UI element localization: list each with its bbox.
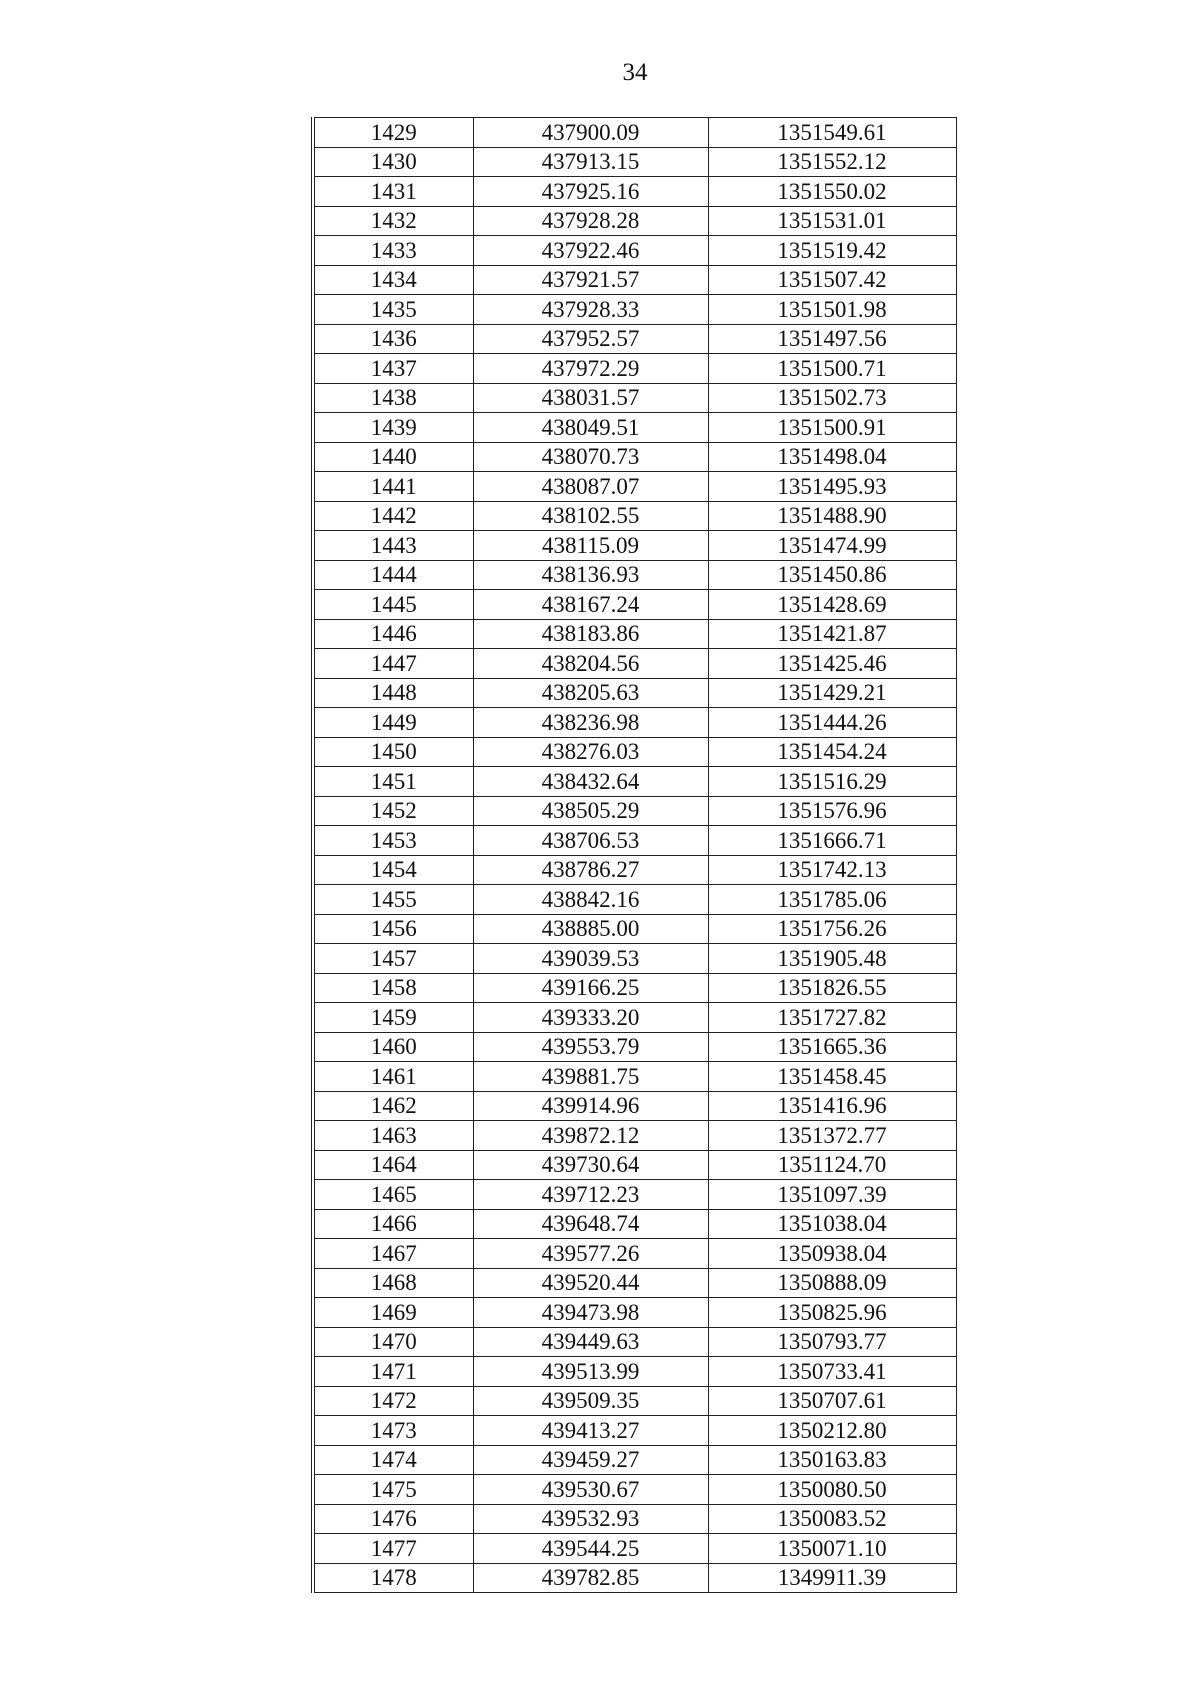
point-number-cell: 1471 [313,1357,473,1387]
x-coordinate-cell: 438136.93 [473,560,708,590]
x-coordinate-cell: 439532.93 [473,1504,708,1534]
y-coordinate-cell: 1351425.46 [708,649,956,679]
x-coordinate-cell: 438115.09 [473,531,708,561]
point-number-cell: 1454 [313,855,473,885]
table-row [313,1032,956,1062]
y-coordinate-cell: 1351124.70 [708,1150,956,1180]
table-row [313,1563,956,1593]
point-number-cell: 1455 [313,885,473,915]
point-number-cell: 1458 [313,973,473,1003]
x-coordinate-cell: 438167.24 [473,590,708,620]
y-coordinate-cell: 1351038.04 [708,1209,956,1239]
table-row [313,1327,956,1357]
table-row [313,1003,956,1033]
table-row [313,1357,956,1387]
y-coordinate-cell: 1351727.82 [708,1003,956,1033]
table-row [313,383,956,413]
y-coordinate-cell: 1351666.71 [708,826,956,856]
x-coordinate-cell: 438204.56 [473,649,708,679]
point-number-cell: 1472 [313,1386,473,1416]
point-number-cell: 1469 [313,1298,473,1328]
point-number-cell: 1431 [313,177,473,207]
table-row [313,1416,956,1446]
x-coordinate-cell: 438786.27 [473,855,708,885]
x-coordinate-cell: 437922.46 [473,236,708,266]
y-coordinate-cell: 1351454.24 [708,737,956,767]
table-row [313,737,956,767]
table-row [313,590,956,620]
x-coordinate-cell: 438885.00 [473,914,708,944]
x-coordinate-cell: 439712.23 [473,1180,708,1210]
x-coordinate-cell: 439449.63 [473,1327,708,1357]
table-body [313,118,956,1593]
point-number-cell: 1477 [313,1534,473,1564]
x-coordinate-cell: 439039.53 [473,944,708,974]
point-number-cell: 1447 [313,649,473,679]
x-coordinate-cell: 439509.35 [473,1386,708,1416]
y-coordinate-cell: 1351552.12 [708,147,956,177]
x-coordinate-cell: 439520.44 [473,1268,708,1298]
table-row [313,944,956,974]
point-number-cell: 1464 [313,1150,473,1180]
table-row [313,147,956,177]
table-row [313,472,956,502]
table-row [313,236,956,266]
table-row [313,1445,956,1475]
point-number-cell: 1436 [313,324,473,354]
x-coordinate-cell: 438505.29 [473,796,708,826]
point-number-cell: 1463 [313,1121,473,1151]
x-coordinate-cell: 438205.63 [473,678,708,708]
y-coordinate-cell: 1351428.69 [708,590,956,620]
y-coordinate-cell: 1351519.42 [708,236,956,266]
y-coordinate-cell: 1350888.09 [708,1268,956,1298]
table-row [313,767,956,797]
point-number-cell: 1475 [313,1475,473,1505]
x-coordinate-cell: 438432.64 [473,767,708,797]
point-number-cell: 1445 [313,590,473,620]
x-coordinate-cell: 439513.99 [473,1357,708,1387]
y-coordinate-cell: 1351421.87 [708,619,956,649]
y-coordinate-cell: 1350793.77 [708,1327,956,1357]
y-coordinate-cell: 1351372.77 [708,1121,956,1151]
point-number-cell: 1441 [313,472,473,502]
table-row [313,973,956,1003]
table-row [313,560,956,590]
x-coordinate-cell: 438706.53 [473,826,708,856]
table-row [313,442,956,472]
coordinates-table [311,117,957,1593]
table-row [313,678,956,708]
y-coordinate-cell: 1350080.50 [708,1475,956,1505]
x-coordinate-cell: 439553.79 [473,1032,708,1062]
x-coordinate-cell: 439881.75 [473,1062,708,1092]
table-row [313,1475,956,1505]
y-coordinate-cell: 1349911.39 [708,1563,956,1593]
table-row [313,1534,956,1564]
point-number-cell: 1433 [313,236,473,266]
point-number-cell: 1429 [313,118,473,148]
table-row [313,501,956,531]
table-row [313,1180,956,1210]
x-coordinate-cell: 438087.07 [473,472,708,502]
table-row [313,1268,956,1298]
point-number-cell: 1430 [313,147,473,177]
x-coordinate-cell: 439577.26 [473,1239,708,1269]
y-coordinate-cell: 1351474.99 [708,531,956,561]
table-row [313,118,956,148]
point-number-cell: 1449 [313,708,473,738]
y-coordinate-cell: 1350071.10 [708,1534,956,1564]
y-coordinate-cell: 1351501.98 [708,295,956,325]
x-coordinate-cell: 437952.57 [473,324,708,354]
table-row [313,1209,956,1239]
table-row [313,649,956,679]
y-coordinate-cell: 1350707.61 [708,1386,956,1416]
point-number-cell: 1451 [313,767,473,797]
y-coordinate-cell: 1351500.71 [708,354,956,384]
y-coordinate-cell: 1351905.48 [708,944,956,974]
y-coordinate-cell: 1351665.36 [708,1032,956,1062]
point-number-cell: 1439 [313,413,473,443]
table-row [313,413,956,443]
x-coordinate-cell: 439530.67 [473,1475,708,1505]
table-row [313,531,956,561]
x-coordinate-cell: 439872.12 [473,1121,708,1151]
y-coordinate-cell: 1351097.39 [708,1180,956,1210]
point-number-cell: 1459 [313,1003,473,1033]
point-number-cell: 1473 [313,1416,473,1446]
y-coordinate-cell: 1350733.41 [708,1357,956,1387]
point-number-cell: 1432 [313,206,473,236]
point-number-cell: 1478 [313,1563,473,1593]
table-row [313,826,956,856]
table-row [313,324,956,354]
y-coordinate-cell: 1351756.26 [708,914,956,944]
point-number-cell: 1434 [313,265,473,295]
y-coordinate-cell: 1351495.93 [708,472,956,502]
table-row [313,1121,956,1151]
x-coordinate-cell: 439544.25 [473,1534,708,1564]
y-coordinate-cell: 1350938.04 [708,1239,956,1269]
point-number-cell: 1468 [313,1268,473,1298]
point-number-cell: 1446 [313,619,473,649]
y-coordinate-cell: 1351502.73 [708,383,956,413]
point-number-cell: 1444 [313,560,473,590]
x-coordinate-cell: 437921.57 [473,265,708,295]
x-coordinate-cell: 439730.64 [473,1150,708,1180]
point-number-cell: 1460 [313,1032,473,1062]
y-coordinate-cell: 1351488.90 [708,501,956,531]
point-number-cell: 1467 [313,1239,473,1269]
x-coordinate-cell: 437913.15 [473,147,708,177]
x-coordinate-cell: 437972.29 [473,354,708,384]
y-coordinate-cell: 1351500.91 [708,413,956,443]
y-coordinate-cell: 1350083.52 [708,1504,956,1534]
y-coordinate-cell: 1351516.29 [708,767,956,797]
y-coordinate-cell: 1351498.04 [708,442,956,472]
table-row [313,885,956,915]
y-coordinate-cell: 1351742.13 [708,855,956,885]
x-coordinate-cell: 438183.86 [473,619,708,649]
table-row [313,177,956,207]
point-number-cell: 1440 [313,442,473,472]
point-number-cell: 1448 [313,678,473,708]
table-row [313,265,956,295]
table-row [313,1062,956,1092]
x-coordinate-cell: 438070.73 [473,442,708,472]
x-coordinate-cell: 437928.33 [473,295,708,325]
x-coordinate-cell: 439648.74 [473,1209,708,1239]
point-number-cell: 1443 [313,531,473,561]
point-number-cell: 1476 [313,1504,473,1534]
y-coordinate-cell: 1351785.06 [708,885,956,915]
x-coordinate-cell: 439333.20 [473,1003,708,1033]
point-number-cell: 1437 [313,354,473,384]
x-coordinate-cell: 438049.51 [473,413,708,443]
y-coordinate-cell: 1351458.45 [708,1062,956,1092]
table-row [313,1091,956,1121]
point-number-cell: 1465 [313,1180,473,1210]
x-coordinate-cell: 437928.28 [473,206,708,236]
point-number-cell: 1442 [313,501,473,531]
point-number-cell: 1438 [313,383,473,413]
x-coordinate-cell: 438102.55 [473,501,708,531]
point-number-cell: 1470 [313,1327,473,1357]
y-coordinate-cell: 1351497.56 [708,324,956,354]
point-number-cell: 1461 [313,1062,473,1092]
y-coordinate-cell: 1351531.01 [708,206,956,236]
x-coordinate-cell: 439473.98 [473,1298,708,1328]
table-row [313,1298,956,1328]
point-number-cell: 1453 [313,826,473,856]
point-number-cell: 1452 [313,796,473,826]
y-coordinate-cell: 1350212.80 [708,1416,956,1446]
table-row [313,1239,956,1269]
x-coordinate-cell: 439459.27 [473,1445,708,1475]
point-number-cell: 1457 [313,944,473,974]
y-coordinate-cell: 1351549.61 [708,118,956,148]
point-number-cell: 1435 [313,295,473,325]
table-row [313,796,956,826]
x-coordinate-cell: 437900.09 [473,118,708,148]
point-number-cell: 1462 [313,1091,473,1121]
y-coordinate-cell: 1351507.42 [708,265,956,295]
table-row [313,914,956,944]
table-row [313,619,956,649]
x-coordinate-cell: 438031.57 [473,383,708,413]
point-number-cell: 1456 [313,914,473,944]
x-coordinate-cell: 439166.25 [473,973,708,1003]
table-row [313,1150,956,1180]
page-number: 34 [622,59,648,86]
x-coordinate-cell: 438842.16 [473,885,708,915]
table-row [313,1504,956,1534]
point-number-cell: 1466 [313,1209,473,1239]
y-coordinate-cell: 1350163.83 [708,1445,956,1475]
x-coordinate-cell: 437925.16 [473,177,708,207]
y-coordinate-cell: 1351450.86 [708,560,956,590]
table-row [313,855,956,885]
table-row [313,354,956,384]
y-coordinate-cell: 1351576.96 [708,796,956,826]
y-coordinate-cell: 1351429.21 [708,678,956,708]
table-row [313,1386,956,1416]
point-number-cell: 1450 [313,737,473,767]
y-coordinate-cell: 1350825.96 [708,1298,956,1328]
x-coordinate-cell: 439413.27 [473,1416,708,1446]
table-row [313,206,956,236]
x-coordinate-cell: 439782.85 [473,1563,708,1593]
x-coordinate-cell: 438276.03 [473,737,708,767]
y-coordinate-cell: 1351416.96 [708,1091,956,1121]
table-row [313,295,956,325]
y-coordinate-cell: 1351826.55 [708,973,956,1003]
y-coordinate-cell: 1351550.02 [708,177,956,207]
x-coordinate-cell: 439914.96 [473,1091,708,1121]
point-number-cell: 1474 [313,1445,473,1475]
table-row [313,708,956,738]
y-coordinate-cell: 1351444.26 [708,708,956,738]
x-coordinate-cell: 438236.98 [473,708,708,738]
